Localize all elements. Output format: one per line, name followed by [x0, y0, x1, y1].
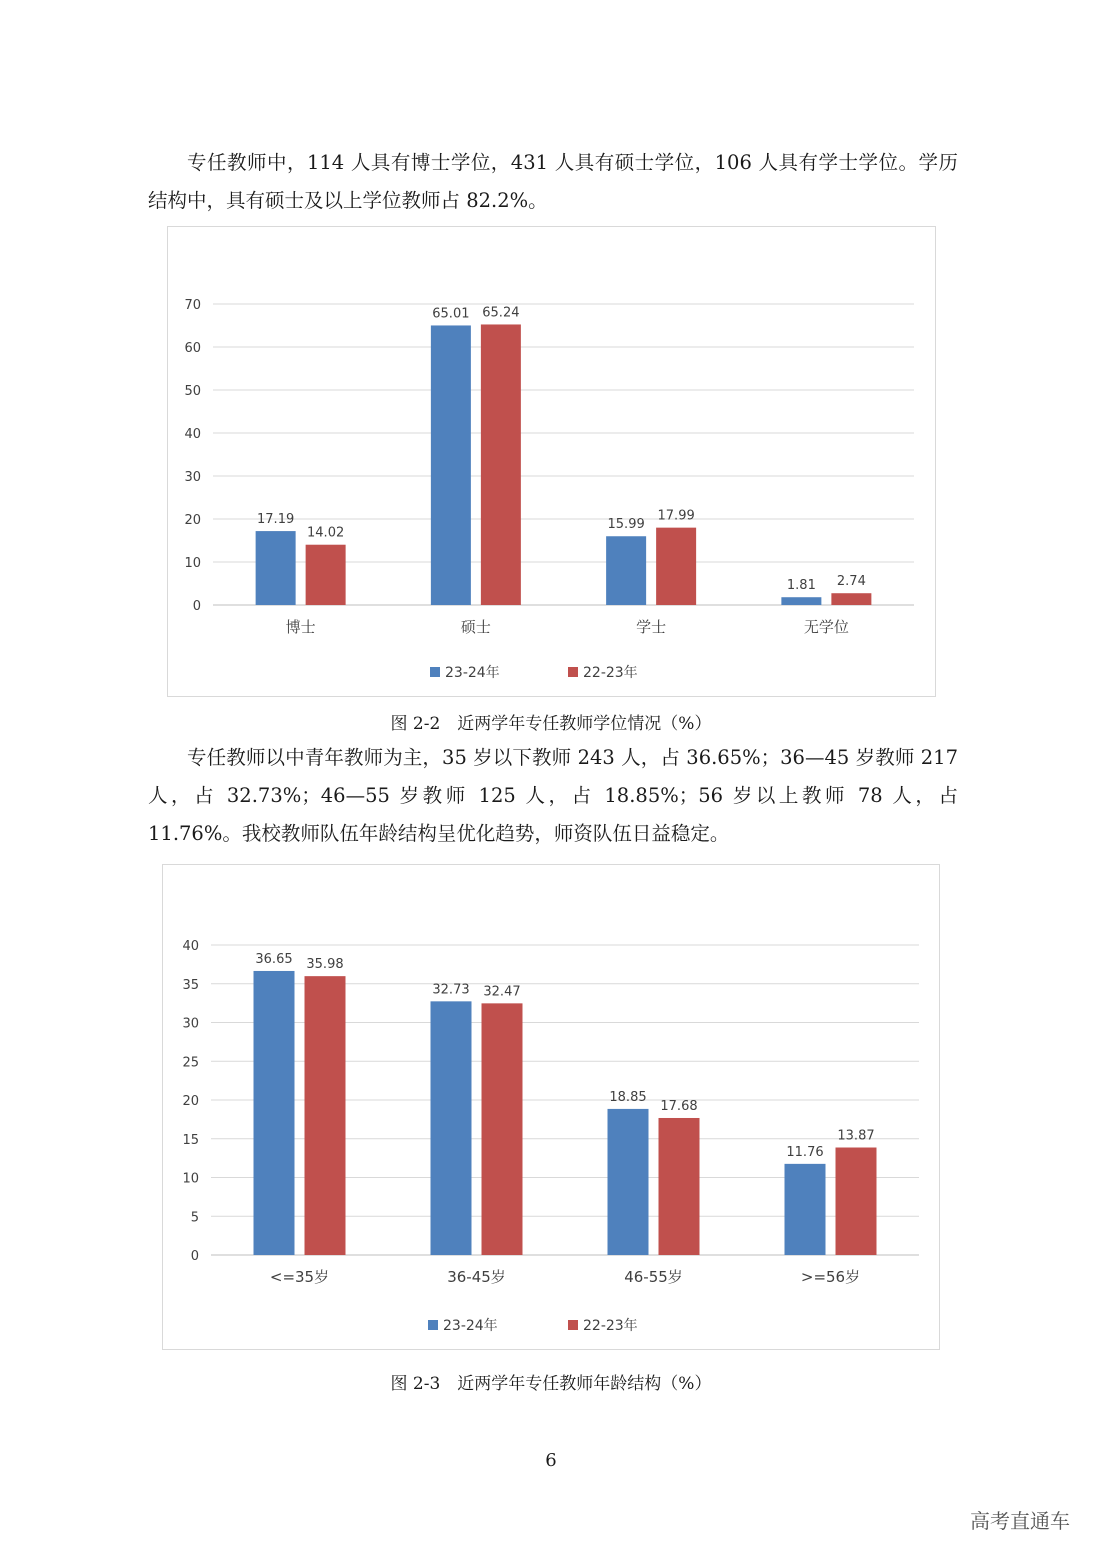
degree-chart-data-label: 65.01	[432, 306, 470, 322]
degree-chart-y-tick-label: 30	[184, 470, 201, 485]
age-chart-y-tick-label: 35	[182, 977, 199, 993]
degree-chart-y-tick-label: 60	[184, 341, 201, 356]
paragraph-degree: 专任教师中，114 人具有博士学位，431 人具有硕士学位，106 人具有学士学位。学历结构中，具有硕士及以上学位教师占 82.2%。	[148, 151, 958, 212]
degree-chart-data-label: 65.24	[482, 305, 520, 321]
age-chart	[162, 864, 940, 1350]
age-chart-svg	[163, 865, 939, 1349]
degree-chart-y-tick-label: 0	[192, 599, 201, 614]
age-chart-data-label: 18.85	[609, 1089, 647, 1105]
degree-chart-category-label: 学士	[636, 618, 667, 636]
age-chart-bar	[431, 1001, 472, 1255]
age-chart-bar	[608, 1109, 649, 1255]
age-chart-y-tick-label: 15	[182, 1132, 199, 1148]
age-chart-legend-label: 23-24年	[443, 1318, 498, 1334]
degree-chart-category-label: 硕士	[460, 618, 491, 636]
degree-chart-bar	[306, 545, 346, 605]
age-chart-bar	[305, 976, 346, 1255]
degree-chart-y-tick-label: 70	[184, 298, 201, 313]
age-chart-y-tick-label: 0	[190, 1249, 199, 1264]
figure-caption-age: 图 2-3 近两学年专任教师年龄结构（%）	[390, 1374, 712, 1394]
age-chart-bar	[836, 1148, 877, 1255]
age-chart-legend-swatch	[428, 1320, 438, 1330]
degree-chart-bar	[656, 528, 696, 605]
age-chart-y-tick-label: 30	[182, 1016, 199, 1032]
degree-chart-svg	[168, 227, 935, 696]
age-chart-data-label: 32.47	[483, 984, 521, 1000]
degree-chart-y-tick-label: 50	[184, 384, 201, 399]
age-chart-y-tick-label: 25	[182, 1055, 199, 1071]
degree-chart-bar	[781, 597, 821, 605]
degree-chart-data-label: 15.99	[607, 517, 645, 533]
degree-chart-data-label: 1.81	[786, 578, 816, 594]
page-number: 6	[545, 1450, 557, 1471]
age-chart-category-label: 36-45岁	[447, 1268, 506, 1286]
age-chart-bar	[785, 1164, 826, 1255]
degree-chart-category-label: 无学位	[803, 618, 849, 636]
age-chart-y-tick-label: 40	[182, 939, 199, 954]
age-chart-data-label: 11.76	[786, 1144, 824, 1160]
degree-chart-category-label: 博士	[285, 618, 316, 636]
paragraph-age: 专任教师以中青年教师为主，35 岁以下教师 243 人，占 36.65%；36—45 岁教师 217 人，占 32.73%；46—55 岁教师 125 人，占 18.85%；56 岁以上教师 78 人，占 11.76%。我校教师队伍年龄结构呈优化趋势，师资队伍日益稳定。	[148, 746, 958, 845]
age-chart-data-label: 36.65	[255, 951, 293, 967]
degree-chart-legend-swatch	[430, 667, 440, 677]
watermark: 高考直通车	[970, 1509, 1070, 1533]
age-chart-data-label: 17.68	[660, 1098, 698, 1114]
age-chart-data-label: 35.98	[306, 957, 344, 973]
age-chart-category-label: >=56岁	[800, 1268, 861, 1286]
degree-chart-legend-label: 23-24年	[445, 665, 500, 681]
age-chart-legend-swatch	[568, 1320, 578, 1330]
age-chart-bar	[482, 1003, 523, 1255]
age-chart-y-tick-label: 20	[182, 1094, 199, 1109]
degree-chart-data-label: 14.02	[307, 525, 345, 541]
age-chart-y-tick-label: 10	[182, 1171, 199, 1187]
age-chart-bar	[254, 971, 295, 1255]
degree-chart-y-tick-label: 20	[184, 513, 201, 528]
degree-chart-legend-label: 22-23年	[583, 665, 638, 681]
degree-chart-bar	[256, 531, 296, 605]
degree-chart-bar	[431, 325, 471, 605]
degree-chart-bar	[831, 593, 871, 605]
degree-chart-data-label: 17.19	[257, 512, 295, 528]
degree-chart-data-label: 17.99	[657, 508, 695, 524]
degree-chart-y-tick-label: 40	[184, 427, 201, 442]
age-chart-bar	[659, 1118, 700, 1255]
age-chart-data-label: 32.73	[432, 982, 470, 998]
age-chart-category-label: <=35岁	[269, 1268, 330, 1286]
degree-chart-y-tick-label: 10	[184, 556, 201, 571]
age-chart-category-label: 46-55岁	[624, 1268, 683, 1286]
degree-chart	[167, 226, 936, 697]
age-chart-legend-label: 22-23年	[583, 1318, 638, 1334]
degree-chart-bar	[481, 324, 521, 605]
figure-caption-degree: 图 2-2 近两学年专任教师学位情况（%）	[390, 714, 712, 734]
degree-chart-bar	[606, 536, 646, 605]
degree-chart-data-label: 2.74	[836, 574, 866, 590]
age-chart-y-tick-label: 5	[190, 1210, 199, 1226]
degree-chart-legend-swatch	[568, 667, 578, 677]
age-chart-data-label: 13.87	[837, 1128, 875, 1144]
